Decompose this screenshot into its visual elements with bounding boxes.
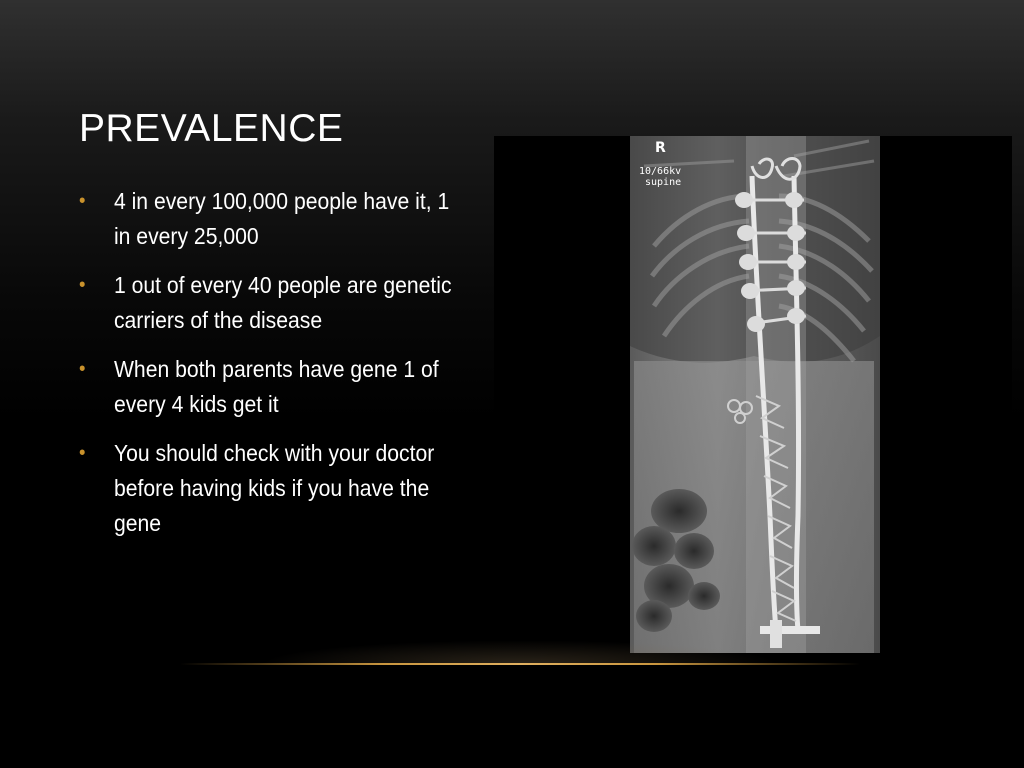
- slide-title: PREVALENCE: [79, 107, 344, 150]
- bullet-item: [79, 268, 454, 338]
- xray-label-line2: supine: [645, 177, 682, 188]
- bullet-marker: •: [79, 442, 86, 464]
- xray-label-line1: 10/66kv: [639, 166, 682, 177]
- divider-glow: [260, 640, 780, 664]
- bullet-marker: •: [79, 274, 86, 296]
- bullet-text: You should check with your doctor before having kids if you have the gene: [113, 440, 435, 536]
- spine-xray-illustration: [494, 136, 1012, 653]
- bullet-marker: •: [79, 190, 86, 212]
- bullet-text: When both parents have gene 1 of every 4 kids get it: [113, 356, 439, 417]
- bullet-item: [79, 436, 454, 541]
- bullet-text: 4 in every 100,000 people have it, 1 in every 25,000: [113, 188, 450, 249]
- bullet-list: [79, 184, 479, 555]
- bullet-item: [79, 352, 454, 422]
- bullet-text: 1 out of every 40 people are genetic carriers of the disease: [113, 272, 452, 333]
- spine-xray-image: [494, 136, 1012, 653]
- xray-side-marker: R: [655, 140, 666, 156]
- bullet-item: [79, 184, 454, 254]
- gold-divider-line: [180, 663, 860, 665]
- bullet-marker: •: [79, 358, 86, 380]
